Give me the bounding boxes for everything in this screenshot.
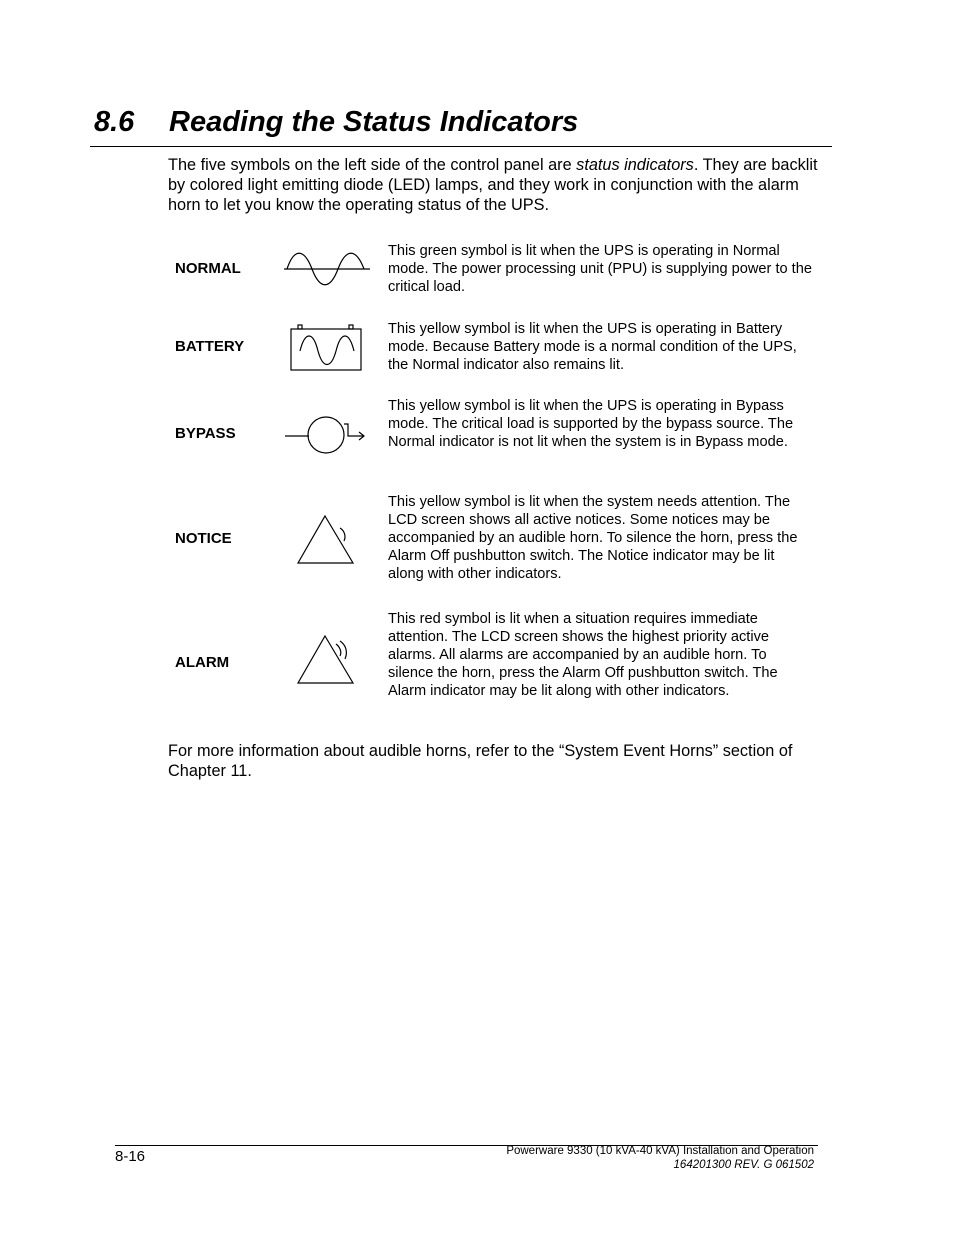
section-heading (94, 106, 578, 139)
indicator-label-normal: NORMAL (175, 260, 241, 277)
footer-document-info (506, 1145, 814, 1172)
section-number: 8.6 (94, 106, 135, 138)
footer-revision: 164201300 REV. G 061502 (673, 1158, 814, 1171)
battery-sine-icon (290, 324, 362, 372)
triangle-single-wave-icon (296, 514, 358, 566)
intro-paragraph (168, 155, 818, 215)
indicator-description-battery: This yellow symbol is lit when the UPS is operating in Battery mode. Because Battery mode is a normal condition of the UPS, the Normal indicator also remains lit. (388, 321, 797, 373)
indicator-label-notice: NOTICE (175, 530, 232, 547)
footer-document-title: Powerware 9330 (10 kVA-40 kVA) Installation and Operation (506, 1145, 814, 1157)
outro-paragraph: For more information about audible horns, refer to the “System Event Horns” section of Chapter 11. (168, 742, 793, 780)
intro-emphasis: status indicators (576, 156, 694, 174)
indicator-label-alarm: ALARM (175, 654, 230, 671)
indicator-description-notice: This yellow symbol is lit when the system needs attention. The LCD screen shows all active notices. Some notices may be accompanied by an audible horn. To silence the horn, press the Alarm Off pushbutton switch. The Notice indicator may be lit along with other indicators. (388, 494, 798, 582)
indicator-description-alarm: This red symbol is lit when a situation requires immediate attention. The LCD screen shows the highest priority active alarms. All alarms are accompanied by an audible horn. To silence the horn, press the Alarm Off pushbutton switch. The Alarm indicator may be lit along with other indicators. (388, 611, 778, 699)
indicator-description-bypass: This yellow symbol is lit when the UPS is operating in Bypass mode. The critical load is supported by the bypass source. The Normal indicator is not lit when the system is in Bypass mode. (388, 398, 794, 450)
heading-rule (90, 146, 832, 147)
section-title: Reading the Status Indicators (169, 106, 579, 138)
sine-wave-icon (284, 252, 370, 286)
indicator-label-battery: BATTERY (175, 338, 245, 355)
bypass-circle-arrow-icon (285, 414, 367, 456)
indicator-label-bypass: BYPASS (175, 425, 236, 442)
intro-text-after: . They are backlit by colored light emitting diode (LED) lamps, and they work in conjunction with the alarm horn to let you know the operating status of the UPS. (168, 156, 818, 214)
triangle-double-wave-icon (296, 634, 358, 686)
indicator-description-normal: This green symbol is lit when the UPS is operating in Normal mode. The power processing unit (PPU) is supplying power to the critical load. (388, 243, 812, 295)
intro-text-before: The five symbols on the left side of the control panel are (168, 156, 577, 174)
page-number: 8-16 (115, 1148, 146, 1165)
